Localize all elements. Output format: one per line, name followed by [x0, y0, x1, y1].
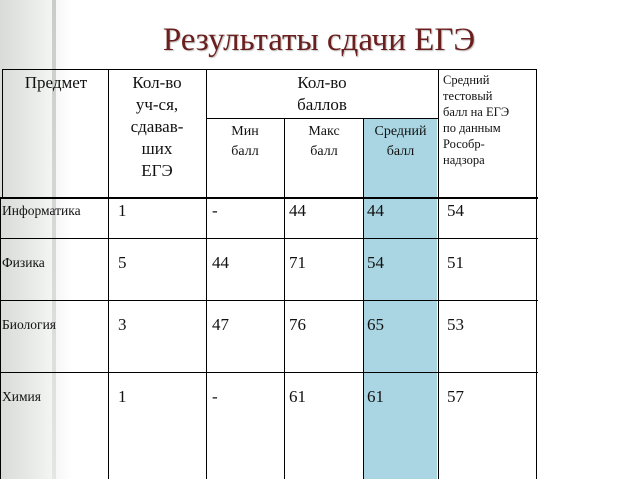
table-border	[2, 69, 3, 199]
table-border	[0, 197, 538, 199]
header-avg: Средний балл	[374, 124, 427, 159]
slide-title: Результаты сдачи ЕГЭ	[162, 22, 476, 58]
row-national: 51	[447, 253, 464, 272]
row-students: 3	[118, 315, 127, 334]
header-max: Макс балл	[308, 124, 340, 159]
row-national: 57	[447, 387, 464, 406]
row-max: 71	[289, 253, 306, 272]
table-border	[363, 118, 364, 479]
header-min: Мин балл	[231, 124, 259, 159]
row-avg: 54	[367, 253, 384, 272]
row-max: 44	[289, 201, 306, 220]
header-national-average: Средний тестовый балл на ЕГЭ по данным Рособр- надзора	[443, 73, 510, 167]
table-border	[0, 372, 538, 373]
row-avg: 61	[367, 387, 384, 406]
table-border	[0, 238, 538, 239]
table-border	[438, 69, 439, 479]
avg-column-highlight	[364, 118, 437, 479]
row-subject: Химия	[2, 389, 41, 404]
row-subject: Физика	[2, 255, 45, 270]
table-border	[0, 198, 1, 479]
table-border	[2, 69, 536, 70]
table-border	[108, 69, 109, 479]
row-subject: Информатика	[2, 203, 81, 218]
table-border	[0, 300, 538, 301]
table-border	[206, 118, 438, 119]
row-students: 5	[118, 253, 127, 272]
row-min: -	[212, 201, 218, 220]
row-min: 44	[212, 253, 229, 272]
row-avg: 65	[367, 315, 384, 334]
row-min: -	[212, 387, 218, 406]
header-subject: Предмет	[24, 73, 88, 92]
row-max: 61	[289, 387, 306, 406]
row-national: 53	[447, 315, 464, 334]
header-points: Кол-во баллов	[297, 73, 347, 114]
table-border	[206, 69, 207, 479]
row-subject: Биология	[2, 317, 57, 332]
table-border	[536, 69, 537, 479]
header-students: Кол-во уч-ся, сдавав- ших ЕГЭ	[130, 73, 184, 180]
row-students: 1	[118, 387, 127, 406]
row-min: 47	[212, 315, 229, 334]
row-national: 54	[447, 201, 464, 220]
row-avg: 44	[367, 201, 384, 220]
row-max: 76	[289, 315, 306, 334]
row-students: 1	[118, 201, 127, 220]
table-border	[284, 118, 285, 479]
